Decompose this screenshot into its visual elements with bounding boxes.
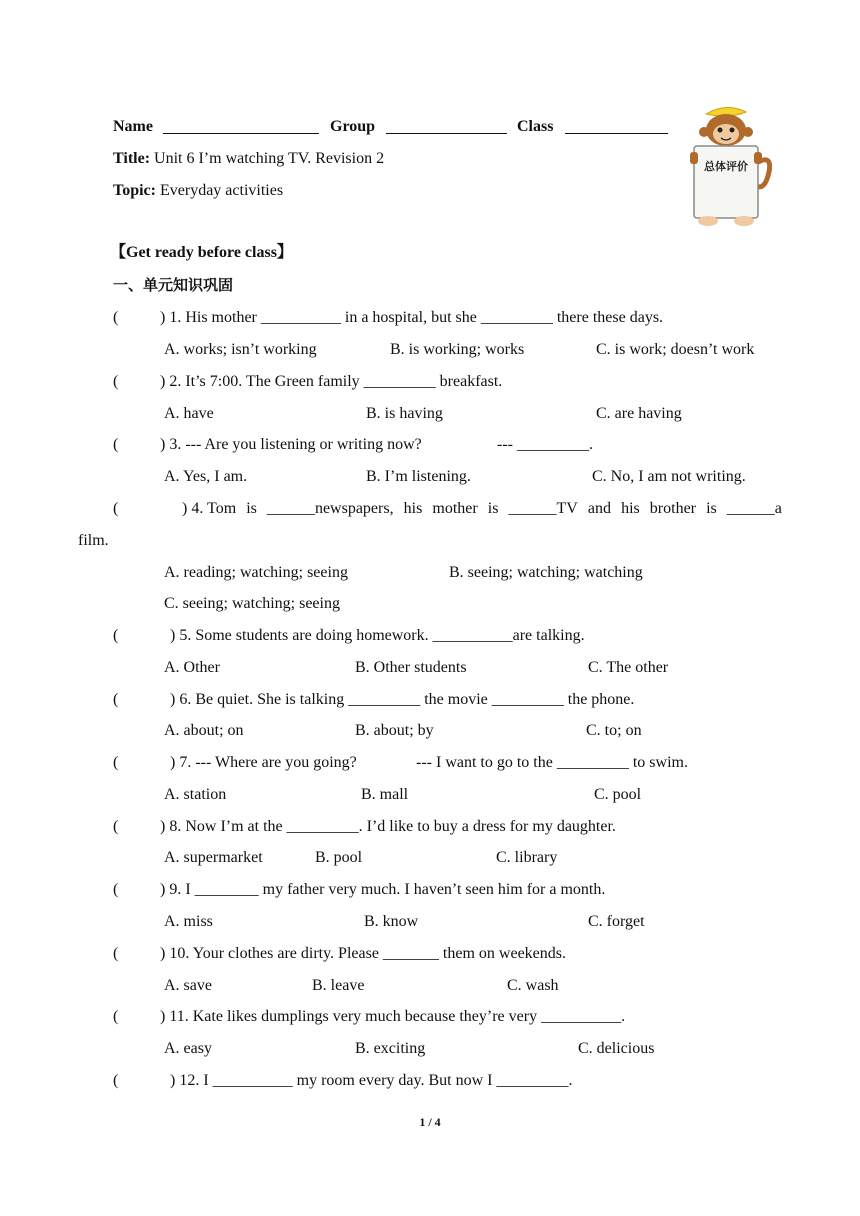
answer-paren[interactable]: ( [113,1072,119,1089]
section-heading: 【Get ready before class】 [110,244,293,261]
option-c: C. library [496,849,558,866]
page-number: 1 / 4 [419,1115,441,1129]
option-c: C. are having [596,405,682,422]
option-a: A. Other [164,659,220,676]
option-a: A. save [164,977,212,994]
option-c: C. is work; doesn’t work [596,341,755,358]
stamp-text: 总体评价 [704,160,748,173]
class-blank[interactable] [565,117,668,134]
option-b: B. mall [361,786,409,803]
option-c: C. The other [588,659,669,676]
answer-paren[interactable]: ( [113,436,119,453]
question-3: ) 3. --- Are you listening or writing now? [160,436,422,453]
answer-paren[interactable]: ( [113,754,119,771]
option-b: B. exciting [355,1040,426,1057]
name-label: Name [113,118,153,135]
option-b: B. leave [312,977,365,994]
option-b: B. about; by [355,722,434,739]
answer-paren[interactable]: ( [113,881,119,898]
option-c: C. forget [588,913,645,930]
option-c: C. delicious [578,1040,655,1057]
answer-paren[interactable]: ( [113,945,119,962]
question-word: his [403,500,423,517]
answer-paren[interactable]: ( [113,691,119,708]
question-7: ) 7. --- Where are you going? [170,754,357,771]
question-11: ) 11. Kate likes dumplings very much because they’re very __________. [160,1008,626,1025]
option-c: C. No, I am not writing. [592,468,746,485]
option-a: A. easy [164,1040,212,1057]
question-4 [182,499,782,519]
group-blank[interactable] [386,117,507,134]
class-label: Class [517,118,554,135]
question-word: is [706,500,717,517]
answer-paren[interactable]: ( [113,1008,119,1025]
name-blank[interactable] [163,117,319,134]
option-b: B. pool [315,849,363,866]
answer-paren[interactable]: ( [113,500,119,517]
option-a: A. miss [164,913,213,930]
option-b: B. is having [366,405,443,422]
section-subheading: 一、单元知识巩固 [113,276,234,294]
option-a: A. supermarket [164,849,263,866]
option-a: A. about; on [164,722,244,739]
question-2: ) 2. It’s 7:00. The Green family _________ breakfast. [160,373,503,390]
question-8: ) 8. Now I’m at the _________. I’d like to buy a dress for my daughter. [160,818,616,835]
question-word: ) 4. Tom [182,500,237,517]
option-a: A. Yes, I am. [164,468,248,485]
option-b: B. know [364,913,419,930]
option-b: B. I’m listening. [366,468,471,485]
question-word: mother [432,500,478,517]
topic-label: Topic: [113,182,156,199]
answer-paren[interactable]: ( [113,309,119,326]
option-b: B. is working; works [390,341,525,358]
question-6: ) 6. Be quiet. She is talking _________ the movie _________ the phone. [170,691,635,708]
question-12: ) 12. I __________ my room every day. But now I _________. [170,1072,573,1089]
answer-paren[interactable]: ( [113,373,119,390]
question-7-reply: --- I want to go to the _________ to swim. [416,754,688,771]
option-c: C. to; on [586,722,642,739]
question-5: ) 5. Some students are doing homework. __________are talking. [170,627,585,644]
monkey-evaluation-icon [684,104,774,228]
answer-paren[interactable]: ( [113,818,119,835]
question-10: ) 10. Your clothes are dirty. Please _______ them on weekends. [160,945,566,962]
question-word: his [621,500,640,517]
option-a: A. station [164,786,227,803]
question-word: and [587,500,611,517]
option-a: A. reading; watching; seeing [164,564,348,581]
title-line [113,149,384,169]
question-word: ______newspapers, [266,500,394,517]
question-9: ) 9. I ________ my father very much. I haven’t seen him for a month. [160,881,606,898]
option-c: C. wash [507,977,559,994]
option-b: B. seeing; watching; watching [449,564,643,581]
title-label: Title: [113,150,151,167]
question-word: ______TV [508,500,578,517]
question-word: brother [649,500,696,517]
option-a: A. works; isn’t working [164,341,317,358]
question-word: is [487,500,499,517]
question-1: ) 1. His mother __________ in a hospital, but she _________ there these days. [160,309,664,326]
option-c: C. pool [594,786,642,803]
question-word: ______a [726,500,782,517]
option-c: C. seeing; watching; seeing [164,595,340,612]
question-word: is [246,500,257,517]
title-value: Unit 6 I’m watching TV. Revision 2 [154,150,385,167]
question-3-reply: --- _________. [497,436,593,453]
topic-line [113,181,283,201]
question-4-continuation: film. [78,532,109,549]
group-label: Group [330,118,376,135]
option-b: B. Other students [355,659,467,676]
topic-value: Everyday activities [159,182,284,199]
option-a: A. have [164,405,214,422]
answer-paren[interactable]: ( [113,627,119,644]
